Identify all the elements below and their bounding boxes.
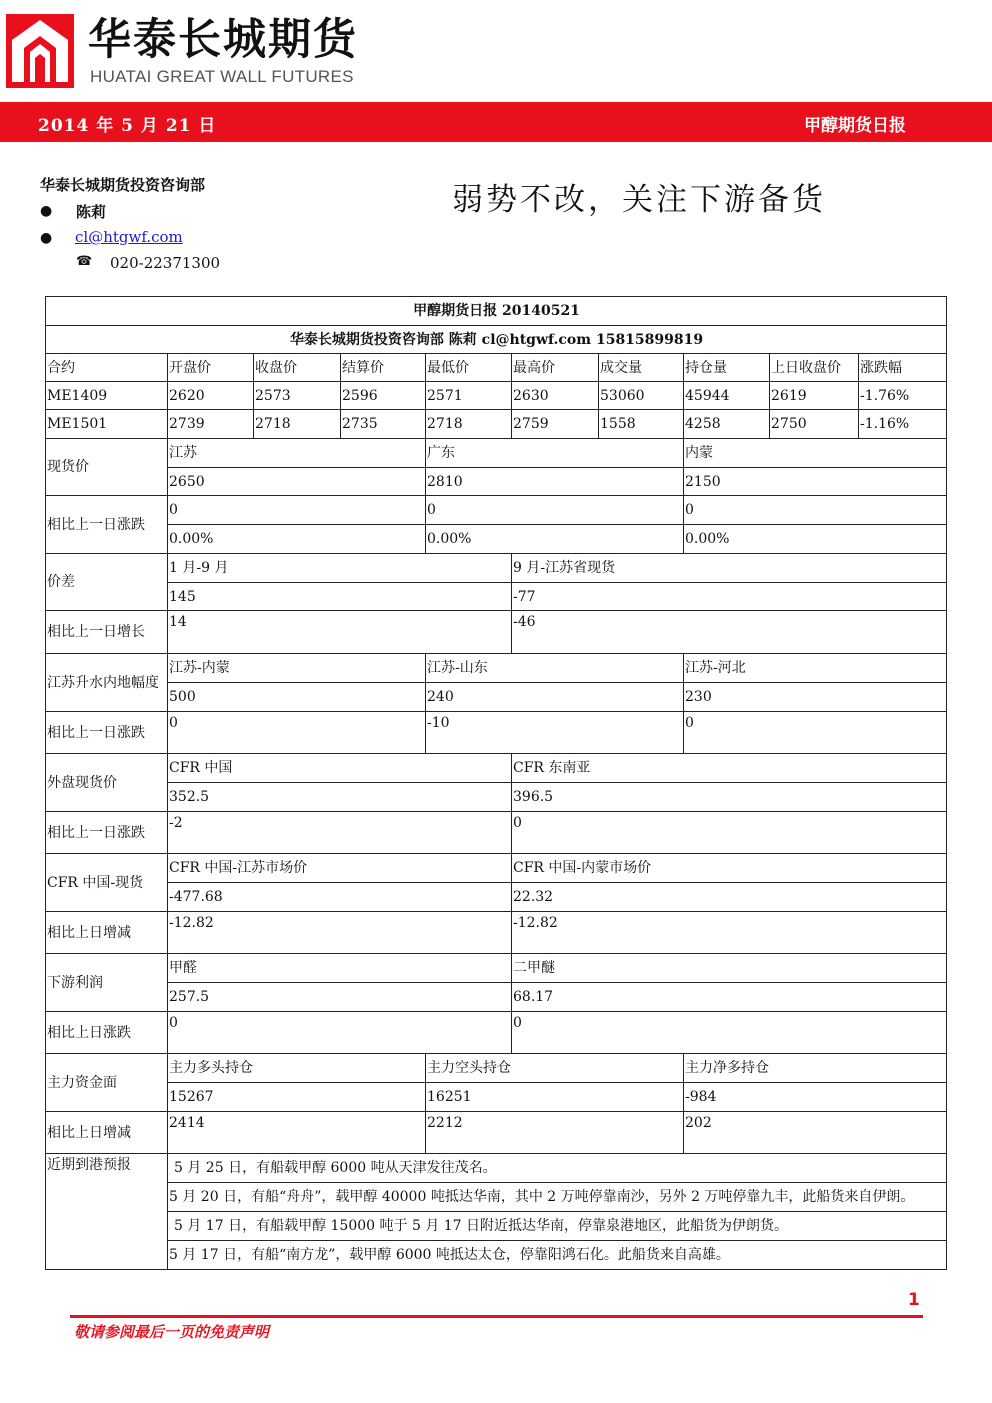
table-cell: 68.17 <box>512 983 947 1012</box>
report-name: 甲醇期货日报 <box>804 116 906 136</box>
company-logo-icon <box>6 14 74 88</box>
table-title: 甲醇期货日报 20140521 <box>46 297 947 326</box>
table-cell: 2650 <box>168 468 426 496</box>
bullet-icon: ● <box>40 230 53 246</box>
brand-name-en: HUATAI GREAT WALL FUTURES <box>90 67 354 86</box>
column-header: 开盘价 <box>168 354 254 382</box>
row-label: 相比上日增减 <box>46 912 168 954</box>
brand-name-cn: 华泰长城期货 <box>88 15 358 65</box>
methanol-daily-table <box>45 296 947 1270</box>
table-cell: ME1409 <box>46 382 168 410</box>
column-header: 收盘价 <box>254 354 341 382</box>
table-cell: 2759 <box>512 410 599 439</box>
table-cell: -12.82 <box>168 912 512 954</box>
table-cell: -2 <box>168 812 512 854</box>
column-header: 最高价 <box>512 354 599 382</box>
table-cell: 22.32 <box>512 883 947 912</box>
table-cell: -477.68 <box>168 883 512 912</box>
table-cell: 2150 <box>684 468 947 496</box>
table-cell: 2750 <box>770 410 859 439</box>
table-cell: 145 <box>168 583 512 611</box>
table-cell: 4258 <box>684 410 770 439</box>
page-number: 1 <box>908 1290 920 1310</box>
table-cell: 16251 <box>426 1083 684 1112</box>
table-cell: 202 <box>684 1112 947 1154</box>
table-cell: 2212 <box>426 1112 684 1154</box>
table-cell: -77 <box>512 583 947 611</box>
table-cell: 257.5 <box>168 983 512 1012</box>
table-cell: 14 <box>168 611 512 654</box>
table-cell: 主力净多持仓 <box>684 1054 947 1083</box>
disclaimer-note: 敬请参阅最后一页的免责声明 <box>74 1323 270 1341</box>
table-cell: 江苏 <box>168 439 426 468</box>
table-cell: 15267 <box>168 1083 426 1112</box>
row-label: 相比上日涨跌 <box>46 1012 168 1054</box>
table-cell: 1 月-9 月 <box>168 554 512 583</box>
row-label: 相比上一日涨跌 <box>46 712 168 754</box>
table-cell: CFR 中国 <box>168 754 512 783</box>
arrival-item: 5 月 17 日，有船“南方龙”，载甲醇 6000 吨抵达太仓，停靠阳鸿石化。此船货来自高雄。 <box>168 1241 947 1270</box>
arrival-item: 5 月 20 日，有船“舟舟”，载甲醇 40000 吨抵达华南，其中 2 万吨停靠南沙，另外 2 万吨停靠九丰，此船货来自伊朗。 <box>168 1183 947 1212</box>
table-cell: 500 <box>168 683 426 712</box>
header-bar <box>0 102 992 142</box>
table-cell: 2573 <box>254 382 341 410</box>
table-cell: 1558 <box>599 410 684 439</box>
bullet-icon: ● <box>40 203 53 219</box>
row-label: 外盘现货价 <box>46 754 168 812</box>
table-cell: 53060 <box>599 382 684 410</box>
table-cell: 0.00% <box>684 525 947 554</box>
table-cell: -12.82 <box>512 912 947 954</box>
table-cell: 内蒙 <box>684 439 947 468</box>
table-cell: 2718 <box>254 410 341 439</box>
table-cell: ME1501 <box>46 410 168 439</box>
table-cell: 二甲醚 <box>512 954 947 983</box>
table-cell: 2735 <box>341 410 426 439</box>
table-cell: 广东 <box>426 439 684 468</box>
footer-divider <box>70 1315 923 1318</box>
row-label: 相比上一日涨跌 <box>46 812 168 854</box>
table-cell: 主力多头持仓 <box>168 1054 426 1083</box>
report-headline: 弱势不改，关注下游备货 <box>452 182 826 218</box>
table-cell: 江苏-河北 <box>684 654 947 683</box>
table-cell: 0 <box>168 496 426 525</box>
row-label: 相比上日增减 <box>46 1112 168 1154</box>
row-label: 下游利润 <box>46 954 168 1012</box>
row-label: 相比上一日涨跌 <box>46 496 168 554</box>
table-cell: 2739 <box>168 410 254 439</box>
table-cell: -10 <box>426 712 684 754</box>
table-cell: 0.00% <box>168 525 426 554</box>
table-cell: 主力空头持仓 <box>426 1054 684 1083</box>
row-label: 近期到港预报 <box>46 1154 168 1270</box>
table-cell: 240 <box>426 683 684 712</box>
column-header: 结算价 <box>341 354 426 382</box>
column-header: 最低价 <box>426 354 512 382</box>
table-cell: 甲醛 <box>168 954 512 983</box>
table-cell: CFR 中国-内蒙市场价 <box>512 854 947 883</box>
arrival-item: 5 月 25 日，有船载甲醇 6000 吨从天津发往茂名。 <box>168 1154 947 1183</box>
row-label: CFR 中国-现货 <box>46 854 168 912</box>
table-cell: 230 <box>684 683 947 712</box>
table-cell: 江苏-内蒙 <box>168 654 426 683</box>
table-cell: 9 月-江苏省现货 <box>512 554 947 583</box>
table-cell: 2571 <box>426 382 512 410</box>
row-label: 江苏升水内地幅度 <box>46 654 168 712</box>
table-cell: 0 <box>684 712 947 754</box>
table-cell: -984 <box>684 1083 947 1112</box>
table-cell: 0 <box>512 1012 947 1054</box>
table-cell: 2414 <box>168 1112 426 1154</box>
table-cell: -46 <box>512 611 947 654</box>
table-cell: 0 <box>684 496 947 525</box>
table-cell: 396.5 <box>512 783 947 812</box>
table-subtitle: 华泰长城期货投资咨询部 陈莉 cl@htgwf.com 15815899819 <box>46 326 947 354</box>
row-label: 现货价 <box>46 439 168 496</box>
table-cell: 2810 <box>426 468 684 496</box>
row-label: 价差 <box>46 554 168 611</box>
row-label: 相比上一日增长 <box>46 611 168 654</box>
column-header: 涨跌幅 <box>859 354 947 382</box>
table-cell: 0 <box>512 812 947 854</box>
column-header: 上日收盘价 <box>770 354 859 382</box>
table-cell: 2630 <box>512 382 599 410</box>
table-cell: 2718 <box>426 410 512 439</box>
table-cell: 江苏-山东 <box>426 654 684 683</box>
table-cell: CFR 中国-江苏市场价 <box>168 854 512 883</box>
analyst-phone: 020-22371300 <box>110 254 221 272</box>
table-cell: 45944 <box>684 382 770 410</box>
column-header: 合约 <box>46 354 168 382</box>
table-cell: 0.00% <box>426 525 684 554</box>
analyst-name: 陈莉 <box>76 203 107 221</box>
column-header: 成交量 <box>599 354 684 382</box>
futures-header-row <box>46 354 947 382</box>
table-cell: -1.76% <box>859 382 947 410</box>
analyst-email-link[interactable]: cl@htgwf.com <box>75 228 183 246</box>
table-cell: 0 <box>168 712 426 754</box>
table-cell: 2596 <box>341 382 426 410</box>
table-cell: 0 <box>168 1012 512 1054</box>
table-cell: 2619 <box>770 382 859 410</box>
table-cell: 352.5 <box>168 783 512 812</box>
table-cell: 2620 <box>168 382 254 410</box>
department-name: 华泰长城期货投资咨询部 <box>40 176 206 194</box>
column-header: 持仓量 <box>684 354 770 382</box>
table-cell: 0 <box>426 496 684 525</box>
report-date: 2014 年 5 月 21 日 <box>38 116 217 136</box>
table-row <box>46 382 947 410</box>
row-label: 主力资金面 <box>46 1054 168 1112</box>
table-cell: CFR 东南亚 <box>512 754 947 783</box>
telephone-icon: ☎ <box>76 254 93 269</box>
table-row <box>46 410 947 439</box>
arrival-item: 5 月 17 日，有船载甲醇 15000 吨于 5 月 17 日附近抵达华南，停靠泉港地区，此船货为伊朗货。 <box>168 1212 947 1241</box>
table-cell: -1.16% <box>859 410 947 439</box>
